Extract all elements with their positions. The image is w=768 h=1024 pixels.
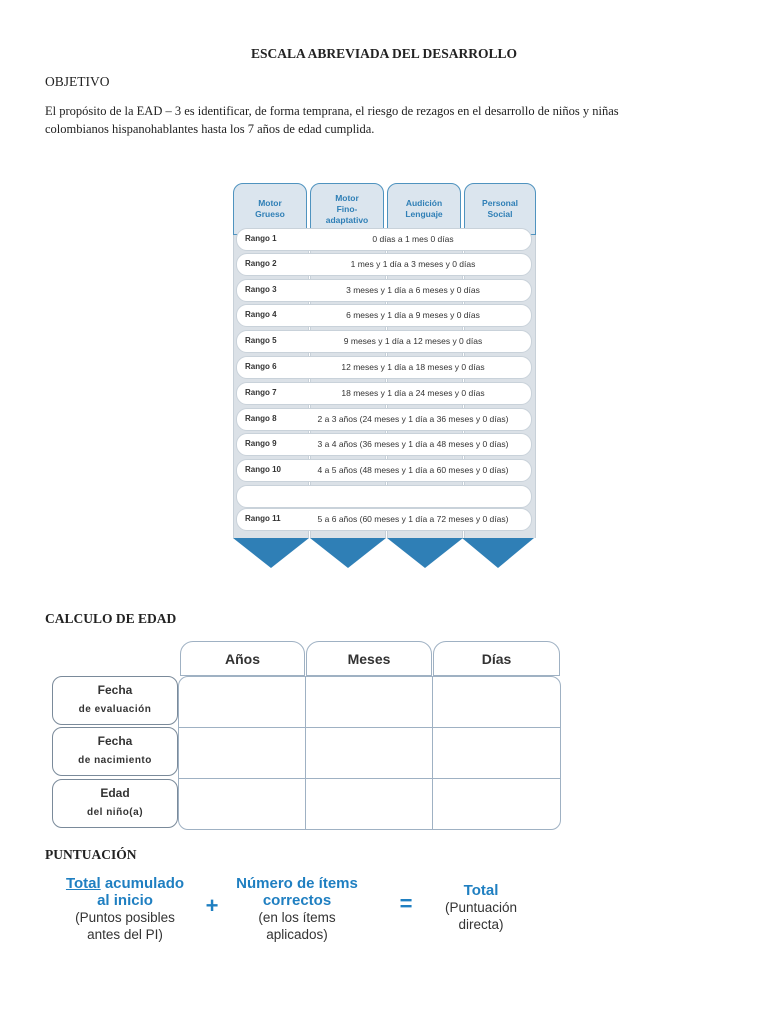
arrow-down-icon bbox=[233, 538, 309, 568]
grid-divider bbox=[179, 778, 560, 779]
column-header-months: Meses bbox=[306, 641, 432, 676]
range-row-9: Rango 9 3 a 4 años (36 meses y 1 día a 48 meses y 0 días) bbox=[236, 433, 532, 456]
area-header-audicion: Audición Lenguaje bbox=[387, 183, 461, 235]
equals-sign: = bbox=[399, 891, 413, 916]
range-row-2: Rango 2 1 mes y 1 día a 3 meses y 0 días bbox=[236, 253, 532, 276]
formula-term-correct-items: Número de ítems correctos (en los ítems aplicados) bbox=[236, 875, 358, 942]
age-calc-heading: CALCULO DE EDAD bbox=[45, 611, 177, 626]
range-row-7: Rango 7 18 meses y 1 día a 24 meses y 0 días bbox=[236, 382, 532, 405]
grid-divider bbox=[179, 727, 560, 728]
document-title: ESCALA ABREVIADA DEL DESARROLLO bbox=[251, 46, 517, 61]
scoring-heading: PUNTUACIÓN bbox=[45, 847, 137, 862]
arrow-down-icon bbox=[462, 538, 534, 568]
age-entry-grid[interactable] bbox=[178, 676, 561, 830]
range-row-5: Rango 5 9 meses y 1 día a 12 meses y 0 días bbox=[236, 330, 532, 353]
range-row-10: Rango 10 4 a 5 años (48 meses y 1 día a 60 meses y 0 días) bbox=[236, 459, 532, 482]
range-row-1: Rango 1 0 días a 1 mes 0 días bbox=[236, 228, 532, 251]
range-row-8: Rango 8 2 a 3 años (24 meses y 1 día a 36 meses y 0 días) bbox=[236, 408, 532, 431]
range-row-6: Rango 6 12 meses y 1 día a 18 meses y 0 días bbox=[236, 356, 532, 379]
range-row-4: Rango 4 6 meses y 1 día a 9 meses y 0 días bbox=[236, 304, 532, 327]
objective-line-1: El propósito de la EAD – 3 es identificar, de forma temprana, el riesgo de rezagos en el desarrollo de niños y niñas bbox=[45, 104, 619, 118]
area-header-personal: Personal Social bbox=[464, 183, 536, 235]
objective-heading: OBJETIVO bbox=[45, 74, 110, 89]
row-label-child-age: Edad del niño(a) bbox=[52, 779, 178, 828]
plus-sign: + bbox=[205, 893, 219, 918]
formula-term-total-accumulated: Total acumulado al inicio (Puntos posibles antes del PI) bbox=[65, 875, 185, 942]
grid-divider bbox=[432, 677, 433, 829]
row-label-evaluation-date: Fecha de evaluación bbox=[52, 676, 178, 725]
area-header-motor-fino: Motor Fino- adaptativo bbox=[310, 183, 384, 235]
row-label-birth-date: Fecha de nacimiento bbox=[52, 727, 178, 776]
arrow-down-icon bbox=[387, 538, 463, 568]
range-row-11: Rango 11 5 a 6 años (60 meses y 1 día a 72 meses y 0 días) bbox=[236, 508, 532, 531]
arrow-down-icon bbox=[310, 538, 386, 568]
area-header-motor-grueso: Motor Grueso bbox=[233, 183, 307, 235]
column-header-days: Días bbox=[433, 641, 560, 676]
range-row-3: Rango 3 3 meses y 1 día a 6 meses y 0 días bbox=[236, 279, 532, 302]
column-header-years: Años bbox=[180, 641, 305, 676]
formula-result-total: Total (Puntuación directa) bbox=[444, 882, 518, 932]
objective-line-2: colombianos hispanohablantes hasta los 7 años de edad cumplida. bbox=[45, 122, 375, 136]
grid-divider bbox=[305, 677, 306, 829]
range-row-empty bbox=[236, 485, 532, 508]
